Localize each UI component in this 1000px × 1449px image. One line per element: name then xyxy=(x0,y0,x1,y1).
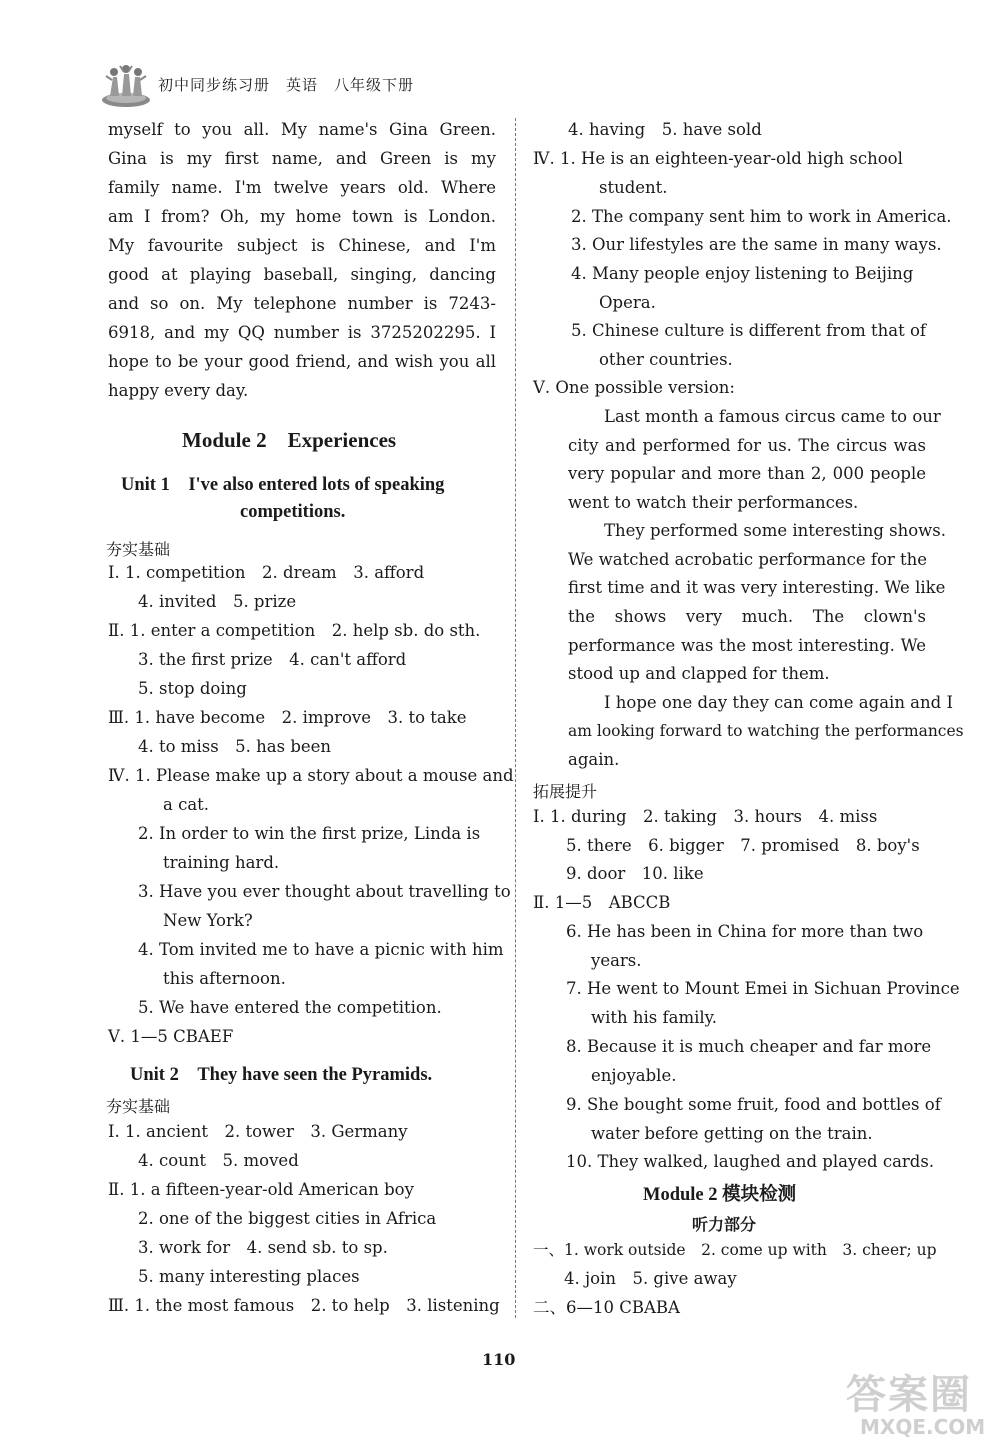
answer-line: New York? xyxy=(163,911,253,930)
unit-1-title-cont: competitions. xyxy=(240,502,346,522)
section-heading: 拓展提升 xyxy=(533,782,598,801)
answer-line: 6. He has been in China for more than two xyxy=(566,922,924,941)
answer-line: 二、6—10 CBABA xyxy=(533,1298,680,1317)
answer-line: 7. He went to Mount Emei in Sichuan Province xyxy=(566,979,960,998)
answer-line: Ⅲ. 1. have become 2. improve 3. to take xyxy=(108,708,467,727)
answer-line: Ⅰ. 1. ancient 2. tower 3. Germany xyxy=(108,1122,408,1141)
answer-line: Opera. xyxy=(599,293,656,312)
answer-line: water before getting on the train. xyxy=(591,1124,873,1143)
answer-line: 4. having 5. have sold xyxy=(568,120,762,139)
answer-line: 3. work for 4. send sb. to sp. xyxy=(138,1238,388,1257)
module-title: Module 2 Experiences xyxy=(182,428,397,452)
paragraph-line: good at playing baseball, singing, dancing xyxy=(108,265,496,284)
page-header xyxy=(100,62,500,112)
answer-line: 4. to miss 5. has been xyxy=(138,737,332,756)
column-divider xyxy=(515,118,516,1318)
answer-line: Ⅱ. 1. enter a competition 2. help sb. do sth. xyxy=(108,621,481,640)
paragraph-line: My favourite subject is Chinese, and I'm xyxy=(108,236,496,255)
paragraph-line: family name. I'm twelve years old. Where xyxy=(108,178,496,197)
essay-line: the shows very much. The clown's xyxy=(568,607,926,626)
paragraph-line: happy every day. xyxy=(108,381,249,400)
answer-line: Ⅱ. 1. a fifteen-year-old American boy xyxy=(108,1180,414,1199)
answer-line: 4. Many people enjoy listening to Beijing xyxy=(571,264,914,283)
essay-line: We watched acrobatic performance for the xyxy=(568,550,928,569)
answer-line: 9. door 10. like xyxy=(566,864,704,883)
answer-line: training hard. xyxy=(163,853,280,872)
answer-line: 5. We have entered the competition. xyxy=(138,998,442,1017)
answer-line: 4. join 5. give away xyxy=(564,1269,737,1288)
paragraph-line: hope to be your good friend, and wish you all xyxy=(108,352,496,371)
answer-line: 4. invited 5. prize xyxy=(138,592,297,611)
essay-line: am looking forward to watching the performances xyxy=(568,722,964,740)
unit-1-title: Unit 1 I've also entered lots of speaking xyxy=(121,475,445,495)
answer-line: other countries. xyxy=(599,350,733,369)
answer-line: 2. one of the biggest cities in Africa xyxy=(138,1209,437,1228)
answer-line: Ⅰ. 1. competition 2. dream 3. afford xyxy=(108,563,425,582)
answer-line: 3. Our lifestyles are the same in many ways. xyxy=(571,235,942,254)
essay-line: They performed some interesting shows. xyxy=(604,521,947,540)
answer-line: Ⅴ. 1—5 CBAEF xyxy=(108,1027,234,1046)
answer-line: 4. Tom invited me to have a picnic with him xyxy=(138,940,504,959)
answer-line: Ⅰ. 1. during 2. taking 3. hours 4. miss xyxy=(533,807,878,826)
answer-line: Ⅳ. 1. He is an eighteen-year-old high school xyxy=(533,149,903,168)
listening-heading: 听力部分 xyxy=(692,1215,757,1234)
essay-line: very popular and more than 2, 000 people xyxy=(568,464,926,483)
answer-line: student. xyxy=(599,178,668,197)
answer-line: years. xyxy=(591,951,642,970)
answer-line: Ⅳ. 1. Please make up a story about a mouse and xyxy=(108,766,514,785)
answer-line: a cat. xyxy=(163,795,210,814)
watermark xyxy=(842,1363,992,1443)
essay-line: I hope one day they can come again and I xyxy=(604,693,953,712)
answer-line: 10. They walked, laughed and played cards. xyxy=(566,1152,935,1171)
essay-line: first time and it was very interesting. We like xyxy=(568,578,946,597)
essay-line: Last month a famous circus came to our xyxy=(604,407,941,426)
answer-line: 5. many interesting places xyxy=(138,1267,360,1286)
paragraph-line: and so on. My telephone number is 7243- xyxy=(108,294,496,313)
answer-line: 8. Because it is much cheaper and far more xyxy=(566,1037,932,1056)
answer-line: 一、1. work outside 2. come up with 3. cheer; up xyxy=(533,1241,937,1259)
answer-line: this afternoon. xyxy=(163,969,286,988)
section-heading: 夯实基础 xyxy=(106,540,171,559)
answer-line: 2. The company sent him to work in America. xyxy=(571,207,952,226)
paragraph-line: myself to you all. My name's Gina Green. xyxy=(108,120,496,139)
watermark-url: MXQE.COM xyxy=(860,1415,986,1439)
paragraph-line: am I from? Oh, my home town is London. xyxy=(108,207,496,226)
essay-line: stood up and clapped for them. xyxy=(568,664,830,683)
answer-line: 5. there 6. bigger 7. promised 8. boy's xyxy=(566,836,920,855)
answer-line: Ⅱ. 1—5 ABCCB xyxy=(533,893,671,912)
watermark-logo-text: 答案圈 xyxy=(846,1372,972,1418)
answer-line: with his family. xyxy=(591,1008,718,1027)
unit-2-title: Unit 2 They have seen the Pyramids. xyxy=(130,1065,433,1085)
section-heading: 夯实基础 xyxy=(106,1097,171,1116)
module-check-title: Module 2 模块检测 xyxy=(643,1185,797,1205)
answer-line: Ⅲ. 1. the most famous 2. to help 3. listening xyxy=(108,1296,500,1315)
answer-line: 5. stop doing xyxy=(138,679,247,698)
essay-line: went to watch their performances. xyxy=(568,493,859,512)
answer-line: 3. the first prize 4. can't afford xyxy=(138,650,407,669)
answer-line: 9. She bought some fruit, food and bottles of xyxy=(566,1095,941,1114)
answer-line: 5. Chinese culture is different from that of xyxy=(571,321,926,340)
paragraph-line: Gina is my first name, and Green is my xyxy=(108,149,496,168)
essay-line: performance was the most interesting. We xyxy=(568,636,926,655)
answer-line: 3. Have you ever thought about travelling to xyxy=(138,882,511,901)
answer-line: Ⅴ. One possible version: xyxy=(533,378,735,397)
page-number: 110 xyxy=(482,1350,516,1369)
answer-line: enjoyable. xyxy=(591,1066,677,1085)
essay-line: again. xyxy=(568,750,620,769)
essay-line: city and performed for us. The circus was xyxy=(568,436,926,455)
answer-line: 4. count 5. moved xyxy=(138,1151,299,1170)
answer-line: 2. In order to win the first prize, Linda is xyxy=(138,824,481,843)
students-group-icon xyxy=(100,62,152,108)
header-title: 初中同步练习册 英语 八年级下册 xyxy=(158,76,415,94)
paragraph-line: 6918, and my QQ number is 3725202295. I xyxy=(108,323,496,342)
